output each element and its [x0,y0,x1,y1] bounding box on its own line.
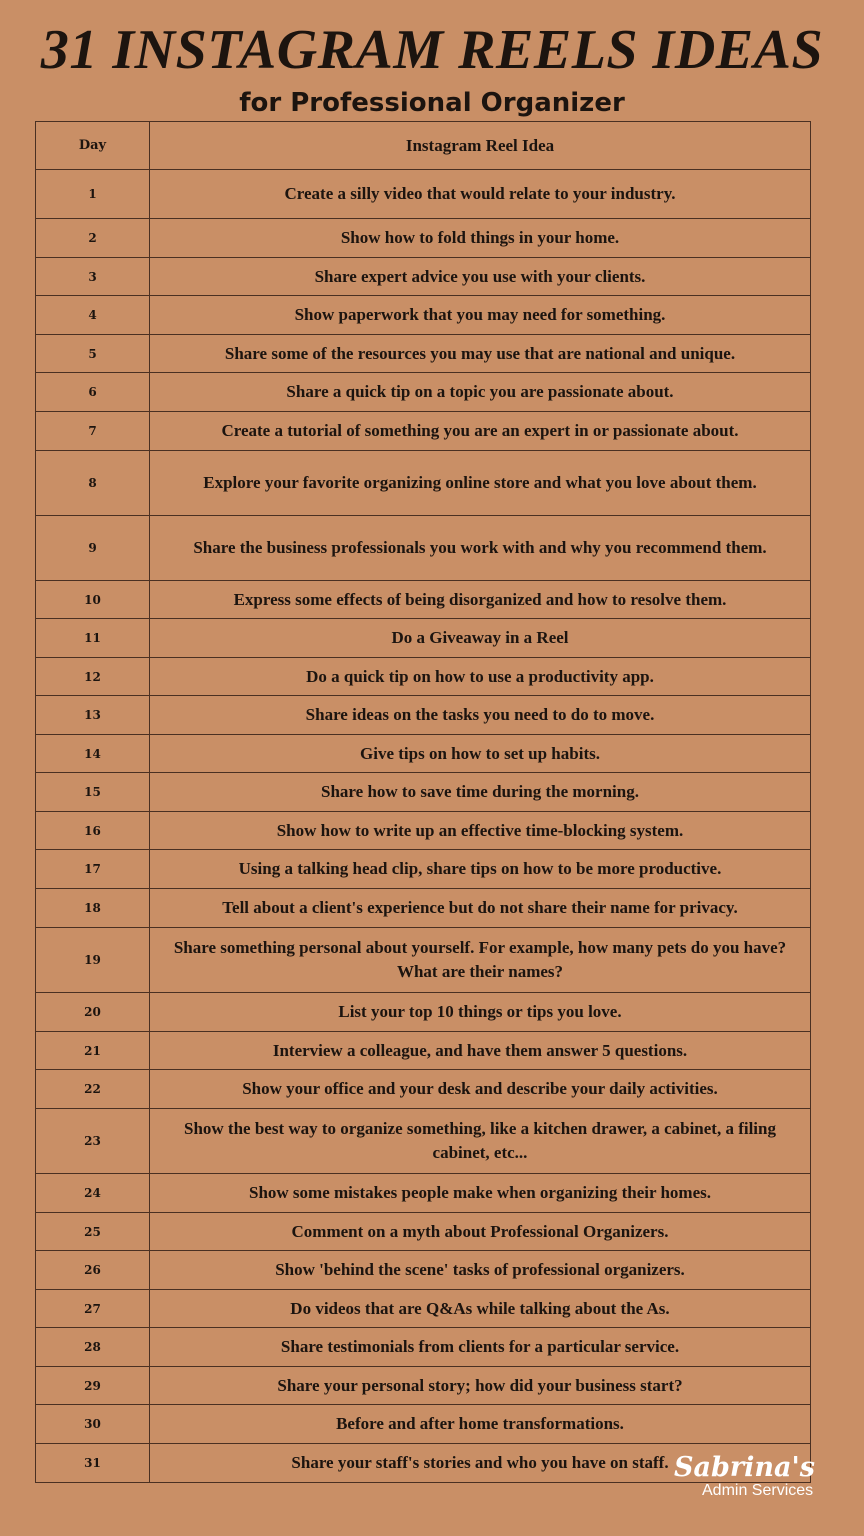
day-cell: 31 [36,1444,150,1483]
table-row [36,451,811,516]
table-row [36,773,811,812]
day-cell: 15 [36,773,150,812]
table-row [36,296,811,335]
idea-cell: Explore your favorite organizing online store and what you love about them. [150,451,811,516]
table-row [36,658,811,696]
reel-ideas-table [35,121,811,1483]
idea-cell: Share ideas on the tasks you need to do to move. [150,696,811,735]
table-row [36,1405,811,1444]
day-cell: 26 [36,1251,150,1290]
table-row [36,1213,811,1251]
table-row [36,889,811,928]
day-cell: 24 [36,1174,150,1213]
idea-cell: Share testimonials from clients for a particular service. [150,1328,811,1367]
day-cell: 28 [36,1328,150,1367]
idea-cell: Create a tutorial of something you are an expert in or passionate about. [150,412,811,451]
idea-cell: Share your staff's stories and who you have on staff. [150,1444,811,1483]
idea-cell: Show paperwork that you may need for something. [150,296,811,335]
day-cell: 27 [36,1290,150,1328]
table-row [36,1290,811,1328]
logo-script-text: Sabrina's [674,1452,815,1483]
day-cell: 17 [36,850,150,889]
table-row [36,812,811,850]
day-cell: 9 [36,516,150,581]
column-header-day: Day [36,122,150,170]
page-subtitle: for Professional Organizer [239,88,625,118]
table-row [36,993,811,1032]
logo-sub-text: Admin Services [702,1482,814,1499]
table-row [36,735,811,773]
table-row [36,373,811,412]
day-cell: 16 [36,812,150,850]
idea-cell: Show the best way to organize something, like a kitchen drawer, a cabinet, a filing cabinet, etc... [150,1109,811,1174]
table-header-row [36,122,811,170]
day-cell: 10 [36,581,150,619]
table-row [36,516,811,581]
day-cell: 1 [36,170,150,219]
idea-cell: Share something personal about yourself. For example, how many pets do you have? What are their names? [150,928,811,993]
idea-cell: Show how to fold things in your home. [150,219,811,258]
table-row [36,1109,811,1174]
day-cell: 4 [36,296,150,335]
idea-cell: Share your personal story; how did your business start? [150,1367,811,1405]
day-cell: 13 [36,696,150,735]
day-cell: 3 [36,258,150,296]
table-row [36,1328,811,1367]
day-cell: 7 [36,412,150,451]
day-cell: 22 [36,1070,150,1109]
idea-cell: Do a Giveaway in a Reel [150,619,811,658]
idea-cell: Create a silly video that would relate to your industry. [150,170,811,219]
day-cell: 14 [36,735,150,773]
idea-cell: Show how to write up an effective time-blocking system. [150,812,811,850]
table-row [36,581,811,619]
table-row [36,1174,811,1213]
idea-cell: Using a talking head clip, share tips on how to be more productive. [150,850,811,889]
idea-cell: Show some mistakes people make when organizing their homes. [150,1174,811,1213]
day-cell: 30 [36,1405,150,1444]
table-row [36,928,811,993]
column-header-idea: Instagram Reel Idea [150,122,811,170]
table-row [36,696,811,735]
idea-cell: Share a quick tip on a topic you are passionate about. [150,373,811,412]
day-cell: 29 [36,1367,150,1405]
table-row [36,1070,811,1109]
table-row [36,170,811,219]
day-cell: 6 [36,373,150,412]
idea-cell: Show your office and your desk and describe your daily activities. [150,1070,811,1109]
day-cell: 12 [36,658,150,696]
page-title: 31 INSTAGRAM REELS IDEAS [40,19,824,81]
day-cell: 18 [36,889,150,928]
day-cell: 25 [36,1213,150,1251]
idea-cell: Share expert advice you use with your clients. [150,258,811,296]
idea-cell: Do videos that are Q&As while talking about the As. [150,1290,811,1328]
idea-cell: Share how to save time during the morning. [150,773,811,812]
table-row [36,219,811,258]
idea-cell: Before and after home transformations. [150,1405,811,1444]
idea-cell: Do a quick tip on how to use a productivity app. [150,658,811,696]
idea-cell: Interview a colleague, and have them answer 5 questions. [150,1032,811,1070]
day-cell: 8 [36,451,150,516]
table-row [36,335,811,373]
day-cell: 2 [36,219,150,258]
table-row [36,1251,811,1290]
idea-cell: Give tips on how to set up habits. [150,735,811,773]
day-cell: 5 [36,335,150,373]
idea-cell: List your top 10 things or tips you love. [150,993,811,1032]
table-row [36,412,811,451]
table-row [36,850,811,889]
day-cell: 21 [36,1032,150,1070]
idea-cell: Show 'behind the scene' tasks of professional organizers. [150,1251,811,1290]
table-row [36,619,811,658]
table-row [36,1367,811,1405]
idea-cell: Share some of the resources you may use that are national and unique. [150,335,811,373]
idea-cell: Tell about a client's experience but do not share their name for privacy. [150,889,811,928]
idea-cell: Express some effects of being disorganized and how to resolve them. [150,581,811,619]
brand-logo [666,1450,846,1518]
day-cell: 20 [36,993,150,1032]
table-row [36,258,811,296]
day-cell: 23 [36,1109,150,1174]
idea-cell: Comment on a myth about Professional Organizers. [150,1213,811,1251]
idea-cell: Share the business professionals you work with and why you recommend them. [150,516,811,581]
day-cell: 19 [36,928,150,993]
day-cell: 11 [36,619,150,658]
table-row [36,1032,811,1070]
